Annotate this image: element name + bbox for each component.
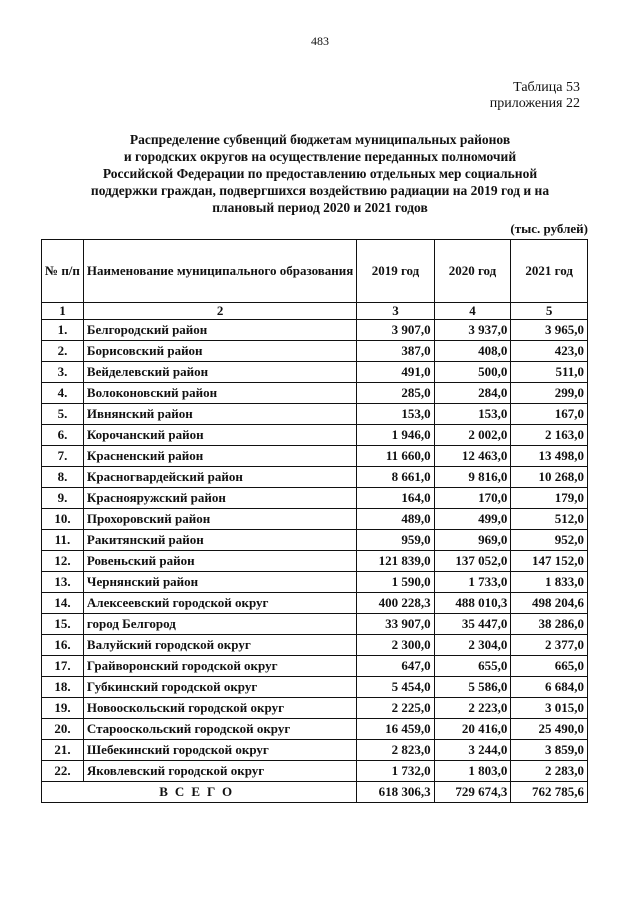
- value-2019: 400 228,3: [357, 593, 434, 614]
- value-2021: 179,0: [511, 488, 588, 509]
- table-row: [42, 551, 588, 572]
- value-2020: 35 447,0: [434, 614, 511, 635]
- value-2021: 1 833,0: [511, 572, 588, 593]
- value-2019: 3 907,0: [357, 320, 434, 341]
- table-row: [42, 362, 588, 383]
- municipality-name: Красногвардейский район: [83, 467, 356, 488]
- value-2021: 25 490,0: [511, 719, 588, 740]
- table-row: [42, 383, 588, 404]
- header-name: Наименование муниципального образования: [83, 240, 356, 303]
- document-title: [40, 131, 600, 216]
- title-line: поддержки граждан, подвергшихся воздействию радиации на 2019 год и на: [90, 183, 550, 198]
- appendix-label: приложения 22: [489, 96, 580, 111]
- row-number: 19.: [42, 698, 84, 719]
- row-number: 4.: [42, 383, 84, 404]
- row-number: 13.: [42, 572, 84, 593]
- table-row: [42, 320, 588, 341]
- total-2019: 618 306,3: [357, 782, 434, 803]
- municipality-name: Красненский район: [83, 446, 356, 467]
- value-2019: 33 907,0: [357, 614, 434, 635]
- row-number: 3.: [42, 362, 84, 383]
- value-2020: 170,0: [434, 488, 511, 509]
- municipality-name: Ровеньский район: [83, 551, 356, 572]
- value-2020: 5 586,0: [434, 677, 511, 698]
- municipality-name: Ракитянский район: [83, 530, 356, 551]
- value-2021: 10 268,0: [511, 467, 588, 488]
- row-number: 18.: [42, 677, 84, 698]
- header-2021: 2021 год: [511, 240, 588, 303]
- value-2021: 147 152,0: [511, 551, 588, 572]
- table-caption: [490, 80, 580, 112]
- row-number: 14.: [42, 593, 84, 614]
- title-line: Распределение субвенций бюджетам муниципальных районов: [129, 132, 511, 147]
- value-2020: 3 937,0: [434, 320, 511, 341]
- value-2021: 2 163,0: [511, 425, 588, 446]
- value-2019: 491,0: [357, 362, 434, 383]
- value-2020: 1 803,0: [434, 761, 511, 782]
- title-line: плановый период 2020 и 2021 годов: [212, 200, 428, 215]
- row-number: 20.: [42, 719, 84, 740]
- value-2021: 511,0: [511, 362, 588, 383]
- municipality-name: Ивнянский район: [83, 404, 356, 425]
- row-number: 8.: [42, 467, 84, 488]
- table-row: [42, 341, 588, 362]
- total-label: ВСЕГО: [42, 782, 357, 803]
- value-2019: 959,0: [357, 530, 434, 551]
- value-2020: 1 733,0: [434, 572, 511, 593]
- row-number: 9.: [42, 488, 84, 509]
- row-number: 6.: [42, 425, 84, 446]
- row-number: 7.: [42, 446, 84, 467]
- municipality-name: Грайворонский городской округ: [83, 656, 356, 677]
- table-row: [42, 572, 588, 593]
- table-row: [42, 530, 588, 551]
- table-row: [42, 425, 588, 446]
- value-2019: 1 732,0: [357, 761, 434, 782]
- table-row: [42, 509, 588, 530]
- column-number: 3: [357, 303, 434, 320]
- value-2021: 6 684,0: [511, 677, 588, 698]
- value-2019: 121 839,0: [357, 551, 434, 572]
- value-2021: 3 859,0: [511, 740, 588, 761]
- value-2019: 153,0: [357, 404, 434, 425]
- total-2020: 729 674,3: [434, 782, 511, 803]
- table-row: [42, 488, 588, 509]
- value-2021: 2 283,0: [511, 761, 588, 782]
- table-row: [42, 467, 588, 488]
- value-2020: 20 416,0: [434, 719, 511, 740]
- municipality-name: Старооскольский городской округ: [83, 719, 356, 740]
- row-number: 1.: [42, 320, 84, 341]
- value-2019: 16 459,0: [357, 719, 434, 740]
- municipality-name: Борисовский район: [83, 341, 356, 362]
- units-label: (тыс. рублей): [510, 221, 588, 236]
- value-2019: 2 300,0: [357, 635, 434, 656]
- value-2021: 167,0: [511, 404, 588, 425]
- row-number: 16.: [42, 635, 84, 656]
- value-2021: 423,0: [511, 341, 588, 362]
- value-2019: 489,0: [357, 509, 434, 530]
- column-number-row: [42, 303, 588, 320]
- value-2020: 488 010,3: [434, 593, 511, 614]
- table-row: [42, 656, 588, 677]
- value-2020: 969,0: [434, 530, 511, 551]
- value-2019: 11 660,0: [357, 446, 434, 467]
- row-number: 2.: [42, 341, 84, 362]
- municipality-name: Краснояружский район: [83, 488, 356, 509]
- municipality-name: Волоконовский район: [83, 383, 356, 404]
- table-row: [42, 635, 588, 656]
- value-2020: 137 052,0: [434, 551, 511, 572]
- municipality-name: Белгородский район: [83, 320, 356, 341]
- total-row: [42, 782, 588, 803]
- subsidy-table: [41, 239, 588, 803]
- value-2021: 38 286,0: [511, 614, 588, 635]
- value-2020: 500,0: [434, 362, 511, 383]
- table-row: [42, 698, 588, 719]
- value-2021: 498 204,6: [511, 593, 588, 614]
- header-2019: 2019 год: [357, 240, 434, 303]
- municipality-name: Яковлевский городской округ: [83, 761, 356, 782]
- title-line: и городских округов на осуществление переданных полномочий: [123, 149, 517, 164]
- value-2021: 665,0: [511, 656, 588, 677]
- municipality-name: город Белгород: [83, 614, 356, 635]
- total-2021: 762 785,6: [511, 782, 588, 803]
- value-2021: 2 377,0: [511, 635, 588, 656]
- value-2021: 952,0: [511, 530, 588, 551]
- municipality-name: Вейделевский район: [83, 362, 356, 383]
- value-2021: 13 498,0: [511, 446, 588, 467]
- value-2019: 1 946,0: [357, 425, 434, 446]
- value-2020: 153,0: [434, 404, 511, 425]
- title-line: Российской Федерации по предоставлению отдельных мер социальной: [102, 166, 538, 181]
- municipality-name: Алексеевский городской округ: [83, 593, 356, 614]
- column-number: 2: [83, 303, 356, 320]
- municipality-name: Валуйский городской округ: [83, 635, 356, 656]
- table-row: [42, 446, 588, 467]
- value-2020: 655,0: [434, 656, 511, 677]
- value-2019: 5 454,0: [357, 677, 434, 698]
- row-number: 17.: [42, 656, 84, 677]
- table-label: Таблица 53: [513, 80, 580, 95]
- value-2020: 408,0: [434, 341, 511, 362]
- value-2020: 499,0: [434, 509, 511, 530]
- value-2019: 285,0: [357, 383, 434, 404]
- row-number: 21.: [42, 740, 84, 761]
- value-2019: 647,0: [357, 656, 434, 677]
- value-2021: 3 015,0: [511, 698, 588, 719]
- municipality-name: Чернянский район: [83, 572, 356, 593]
- row-number: 5.: [42, 404, 84, 425]
- row-number: 12.: [42, 551, 84, 572]
- header-row: [42, 240, 588, 303]
- header-2020: 2020 год: [434, 240, 511, 303]
- value-2021: 512,0: [511, 509, 588, 530]
- municipality-name: Корочанский район: [83, 425, 356, 446]
- row-number: 10.: [42, 509, 84, 530]
- value-2019: 8 661,0: [357, 467, 434, 488]
- table-row: [42, 593, 588, 614]
- value-2019: 387,0: [357, 341, 434, 362]
- value-2019: 1 590,0: [357, 572, 434, 593]
- value-2021: 299,0: [511, 383, 588, 404]
- table-row: [42, 719, 588, 740]
- value-2020: 2 223,0: [434, 698, 511, 719]
- value-2020: 2 002,0: [434, 425, 511, 446]
- value-2019: 2 225,0: [357, 698, 434, 719]
- value-2020: 3 244,0: [434, 740, 511, 761]
- value-2019: 2 823,0: [357, 740, 434, 761]
- value-2020: 12 463,0: [434, 446, 511, 467]
- municipality-name: Прохоровский район: [83, 509, 356, 530]
- row-number: 11.: [42, 530, 84, 551]
- value-2020: 284,0: [434, 383, 511, 404]
- value-2020: 9 816,0: [434, 467, 511, 488]
- column-number: 1: [42, 303, 84, 320]
- column-number: 4: [434, 303, 511, 320]
- table-row: [42, 761, 588, 782]
- table-row: [42, 404, 588, 425]
- municipality-name: Новооскольский городской округ: [83, 698, 356, 719]
- municipality-name: Губкинский городской округ: [83, 677, 356, 698]
- value-2020: 2 304,0: [434, 635, 511, 656]
- value-2021: 3 965,0: [511, 320, 588, 341]
- row-number: 15.: [42, 614, 84, 635]
- row-number: 22.: [42, 761, 84, 782]
- page-number: 483: [311, 34, 329, 48]
- table-row: [42, 677, 588, 698]
- table-row: [42, 614, 588, 635]
- column-number: 5: [511, 303, 588, 320]
- table-body: [42, 320, 588, 782]
- table-row: [42, 740, 588, 761]
- value-2019: 164,0: [357, 488, 434, 509]
- municipality-name: Шебекинский городской округ: [83, 740, 356, 761]
- header-number: № п/п: [42, 240, 84, 303]
